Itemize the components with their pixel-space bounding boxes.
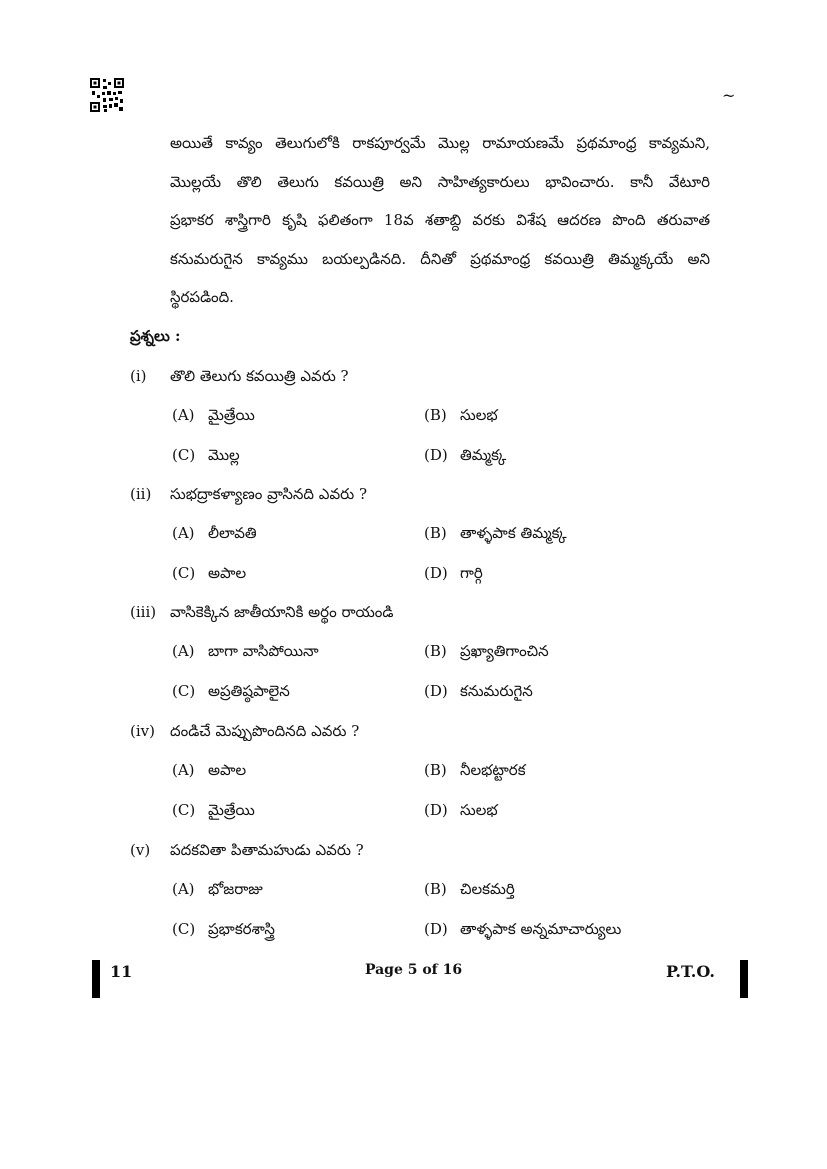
option-label: (B) — [424, 524, 447, 542]
passage-line: స్థిరపడింది. — [170, 288, 234, 306]
question-1 — [130, 367, 349, 389]
question-number: (ii) — [130, 485, 152, 503]
option-label: (C) — [172, 801, 196, 819]
option-text: తిమ్మక్క — [460, 446, 507, 464]
question-number: (i) — [130, 367, 147, 385]
option-label: (B) — [424, 642, 447, 660]
option-text: అప్రతిష్ఠపాలైన — [208, 682, 290, 700]
passage-line: అయితే కావ్యం తెలుగులోకి రాకపూర్వమే మొల్ల రామాయణమే ప్రథమాంధ్ర కావ్యమని, — [170, 134, 710, 152]
option-text: బాగా వాసిపోయినా — [208, 642, 319, 660]
option — [424, 564, 483, 586]
option-label: (C) — [172, 446, 196, 464]
option-text: సులభ — [460, 406, 498, 424]
option-text: కనుమరుగైన — [460, 682, 533, 700]
passage-line: మొల్లయే తొలి తెలుగు కవయిత్రి అని సాహిత్యకారులు భావించారు. కానీ వేటూరి — [170, 172, 710, 191]
option-label: (D) — [424, 801, 448, 819]
option-label: (B) — [424, 761, 447, 779]
qr-code-icon — [90, 78, 124, 112]
option-label: (C) — [172, 682, 196, 700]
question-text: తొలి తెలుగు కవయిత్రి ఎవరు ? — [170, 367, 349, 385]
option-label: (A) — [172, 761, 195, 779]
footer-bar-right — [740, 960, 748, 998]
option — [424, 761, 526, 783]
option-label: (A) — [172, 880, 195, 898]
question-2 — [130, 485, 367, 507]
question-number: (v) — [130, 841, 151, 859]
option-text: నీలభట్టారక — [460, 761, 526, 779]
question-number: (iii) — [130, 603, 157, 621]
page-number: Page 5 of 16 — [364, 962, 463, 978]
question-5 — [130, 841, 364, 863]
option — [424, 446, 506, 468]
option-text: తాళ్ళపాక తిమ్మక్క — [460, 524, 567, 542]
question-4 — [130, 722, 359, 744]
question-text: వాసికెక్కిన జాతీయానికి అర్థం రాయండి — [170, 603, 394, 621]
option — [172, 642, 319, 664]
option — [424, 682, 533, 704]
option-label: (B) — [424, 880, 447, 898]
option-text: మైత్రేయి — [208, 406, 255, 424]
option-label: (C) — [172, 920, 196, 938]
option-text: లీలావతి — [208, 524, 257, 542]
option-text: మొల్ల — [208, 446, 240, 464]
header-tilde: ~ — [722, 86, 736, 105]
option — [172, 682, 290, 704]
option-text: అపాల — [208, 564, 247, 582]
option-text: సులభ — [460, 801, 498, 819]
option-text: అపాల — [208, 761, 247, 779]
passage-line: ప్రభాకర శాస్త్రిగారి కృషి ఫలితంగా 18వ శతాబ్ది వరకు విశేష ఆదరణ పొంది తరువాత — [170, 211, 710, 229]
option — [424, 406, 498, 428]
passage-line: కనుమరుగైన కావ్యము బయల్పడినది. దీనితో ప్రథమాంధ్ర కవయిత్రి తిమ్మక్కయే అని — [170, 249, 710, 268]
option — [172, 524, 257, 546]
option — [172, 564, 246, 586]
option — [172, 406, 255, 428]
option — [172, 920, 275, 942]
option-label: (D) — [424, 682, 448, 700]
option — [172, 801, 255, 823]
option-text: తాళ్ళపాక అన్నమాచార్యులు — [460, 920, 622, 938]
option-text: చిలకమర్తి — [460, 880, 515, 898]
questions-heading: ప్రశ్నలు : — [130, 327, 181, 345]
option-label: (D) — [424, 446, 448, 464]
option-text: మైత్రేయి — [208, 801, 255, 819]
option — [424, 920, 621, 942]
option-label: (C) — [172, 564, 196, 582]
option-label: (D) — [424, 564, 448, 582]
question-text: సుభద్రాకళ్యాణం వ్రాసినది ఎవరు ? — [170, 485, 368, 503]
option — [424, 801, 498, 823]
option-label: (A) — [172, 524, 195, 542]
question-text: పదకవితా పితామహుడు ఎవరు ? — [170, 841, 364, 859]
option — [424, 880, 515, 902]
option-text: ప్రభాకరశాస్త్రి — [208, 920, 275, 938]
option — [424, 642, 549, 664]
footer-pto: P.T.O. — [666, 962, 715, 981]
question-number: (iv) — [130, 722, 155, 740]
passage — [170, 124, 710, 317]
option-text: భోజరాజు — [208, 880, 263, 898]
option-label: (B) — [424, 406, 447, 424]
option — [172, 446, 240, 468]
question-3 — [130, 603, 394, 625]
option-text: గార్గి — [460, 564, 483, 582]
option-label: (A) — [172, 406, 195, 424]
option-label: (D) — [424, 920, 448, 938]
question-text: దండిచే మెప్పుపొందినది ఎవరు ? — [170, 722, 360, 740]
option-text: ప్రఖ్యాతిగాంచిన — [460, 642, 549, 660]
option — [172, 761, 246, 783]
footer-code: 11 — [110, 962, 133, 981]
option — [172, 880, 263, 902]
option-label: (A) — [172, 642, 195, 660]
option — [424, 524, 567, 546]
